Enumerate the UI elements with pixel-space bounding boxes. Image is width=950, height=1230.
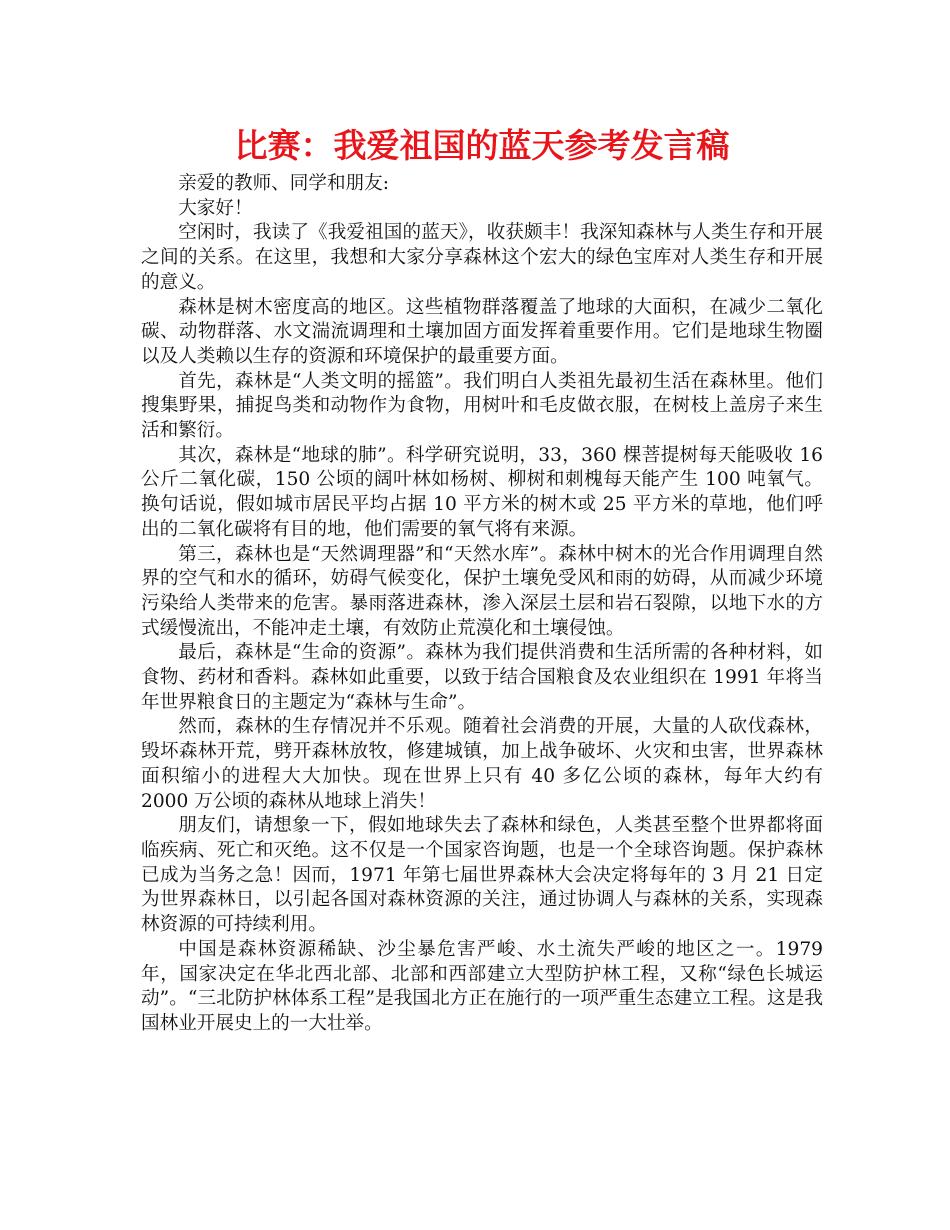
paragraph-however: 然而，森林的生存情况并不乐观。随着社会消费的开展，大量的人砍伐森林，毁坏森林开荒，劈开森林放牧，修建城镇，加上战争破坏、火灾和虫害，世界森林面积缩小的进程大大加快。现在世界上只有 40 多亿公顷的森林，每年大约有 2000 万公顷的森林从地球上消失！ (141, 716, 823, 812)
greeting: 大家好！ (178, 197, 253, 219)
document-title: 比赛：我爱祖国的蓝天参考发言稿 (234, 126, 730, 165)
salutation: 亲爱的教师、同学和朋友: (178, 173, 389, 194)
document-page (141, 120, 823, 1037)
paragraph-third: 第三，森林也是“天然调理器”和“天然水库”。森林中树木的光合作用调理自然界的空气和水的循环，妨碍气候变化，保护土壤免受风和雨的妨碍，从而减少环境污染给人类带来的危害。暴雨落进森林，渗入深层土层和岩石裂隙，以地下水的方式缓慢流出，不能冲走土壤，有效防止荒漠化和土壤侵蚀。 (141, 543, 823, 639)
document-body (141, 172, 823, 1037)
paragraph-second: 其次，森林是“地球的肺”。科学研究说明，33，360 棵菩提树每天能吸收 16 公斤二氧化碳，150 公顷的阔叶林如杨树、柳树和刺槐每天能产生 100 吨氧气。换句话说，假如城市居民平均占据 10 平方米的树木或 25 平方米的草地，他们呼出的二氧化碳将有目的地，他们需要的氧气将有来源。 (141, 444, 823, 540)
paragraph-friends: 朋友们，请想象一下，假如地球失去了森林和绿色，人类甚至整个世界都将面临疾病、死亡和灭绝。这不仅是一个国家咨询题，也是一个全球咨询题。保护森林已成为当务之急！因而，1971 年第七届世界森林大会决定将每年的 3 月 21 日定为世界森林日，以引起各国对森林资源的关注，通过协调人与森林的关系，实现森林资源的可持续利用。 (141, 815, 823, 936)
paragraph-china: 中国是森林资源稀缺、沙尘暴危害严峻、水土流失严峻的地区之一。1979 年，国家决定在华北西北部、北部和西部建立大型防护林工程，又称“绿色长城运动”。“三北防护林体系工程”是我国北方正在施行的一项严重生态建立工程。这是我国林业开展史上的一大壮举。 (141, 938, 823, 1034)
paragraph-first: 首先，森林是“人类文明的摇篮”。我们明白人类祖先最初生活在森林里。他们搜集野果，捕捉鸟类和动物作为食物，用树叶和毛皮做衣服，在树枝上盖房子来生活和繁衍。 (141, 370, 823, 442)
paragraph-forest-definition: 森林是树木密度高的地区。这些植物群落覆盖了地球的大面积，在减少二氧化碳、动物群落、水文湍流调理和土壤加固方面发挥着重要作用。它们是地球生物圈以及人类赖以生存的资源和环境保护的最重要方面。 (141, 296, 823, 367)
paragraph-last: 最后，森林是“生命的资源”。森林为我们提供消费和生活所需的各种材料，如食物、药材和香料。森林如此重要，以致于结合国粮食及农业组织在 1991 年将当年世界粮食日的主题定为“森林与生命”。 (141, 642, 823, 713)
paragraph-intro: 空闲时，我读了《我爱祖国的蓝天》，收获颇丰！我深知森林与人类生存和开展之间的关系。在这里，我想和大家分享森林这个宏大的绿色宝库对人类生存和开展的意义。 (141, 222, 823, 293)
